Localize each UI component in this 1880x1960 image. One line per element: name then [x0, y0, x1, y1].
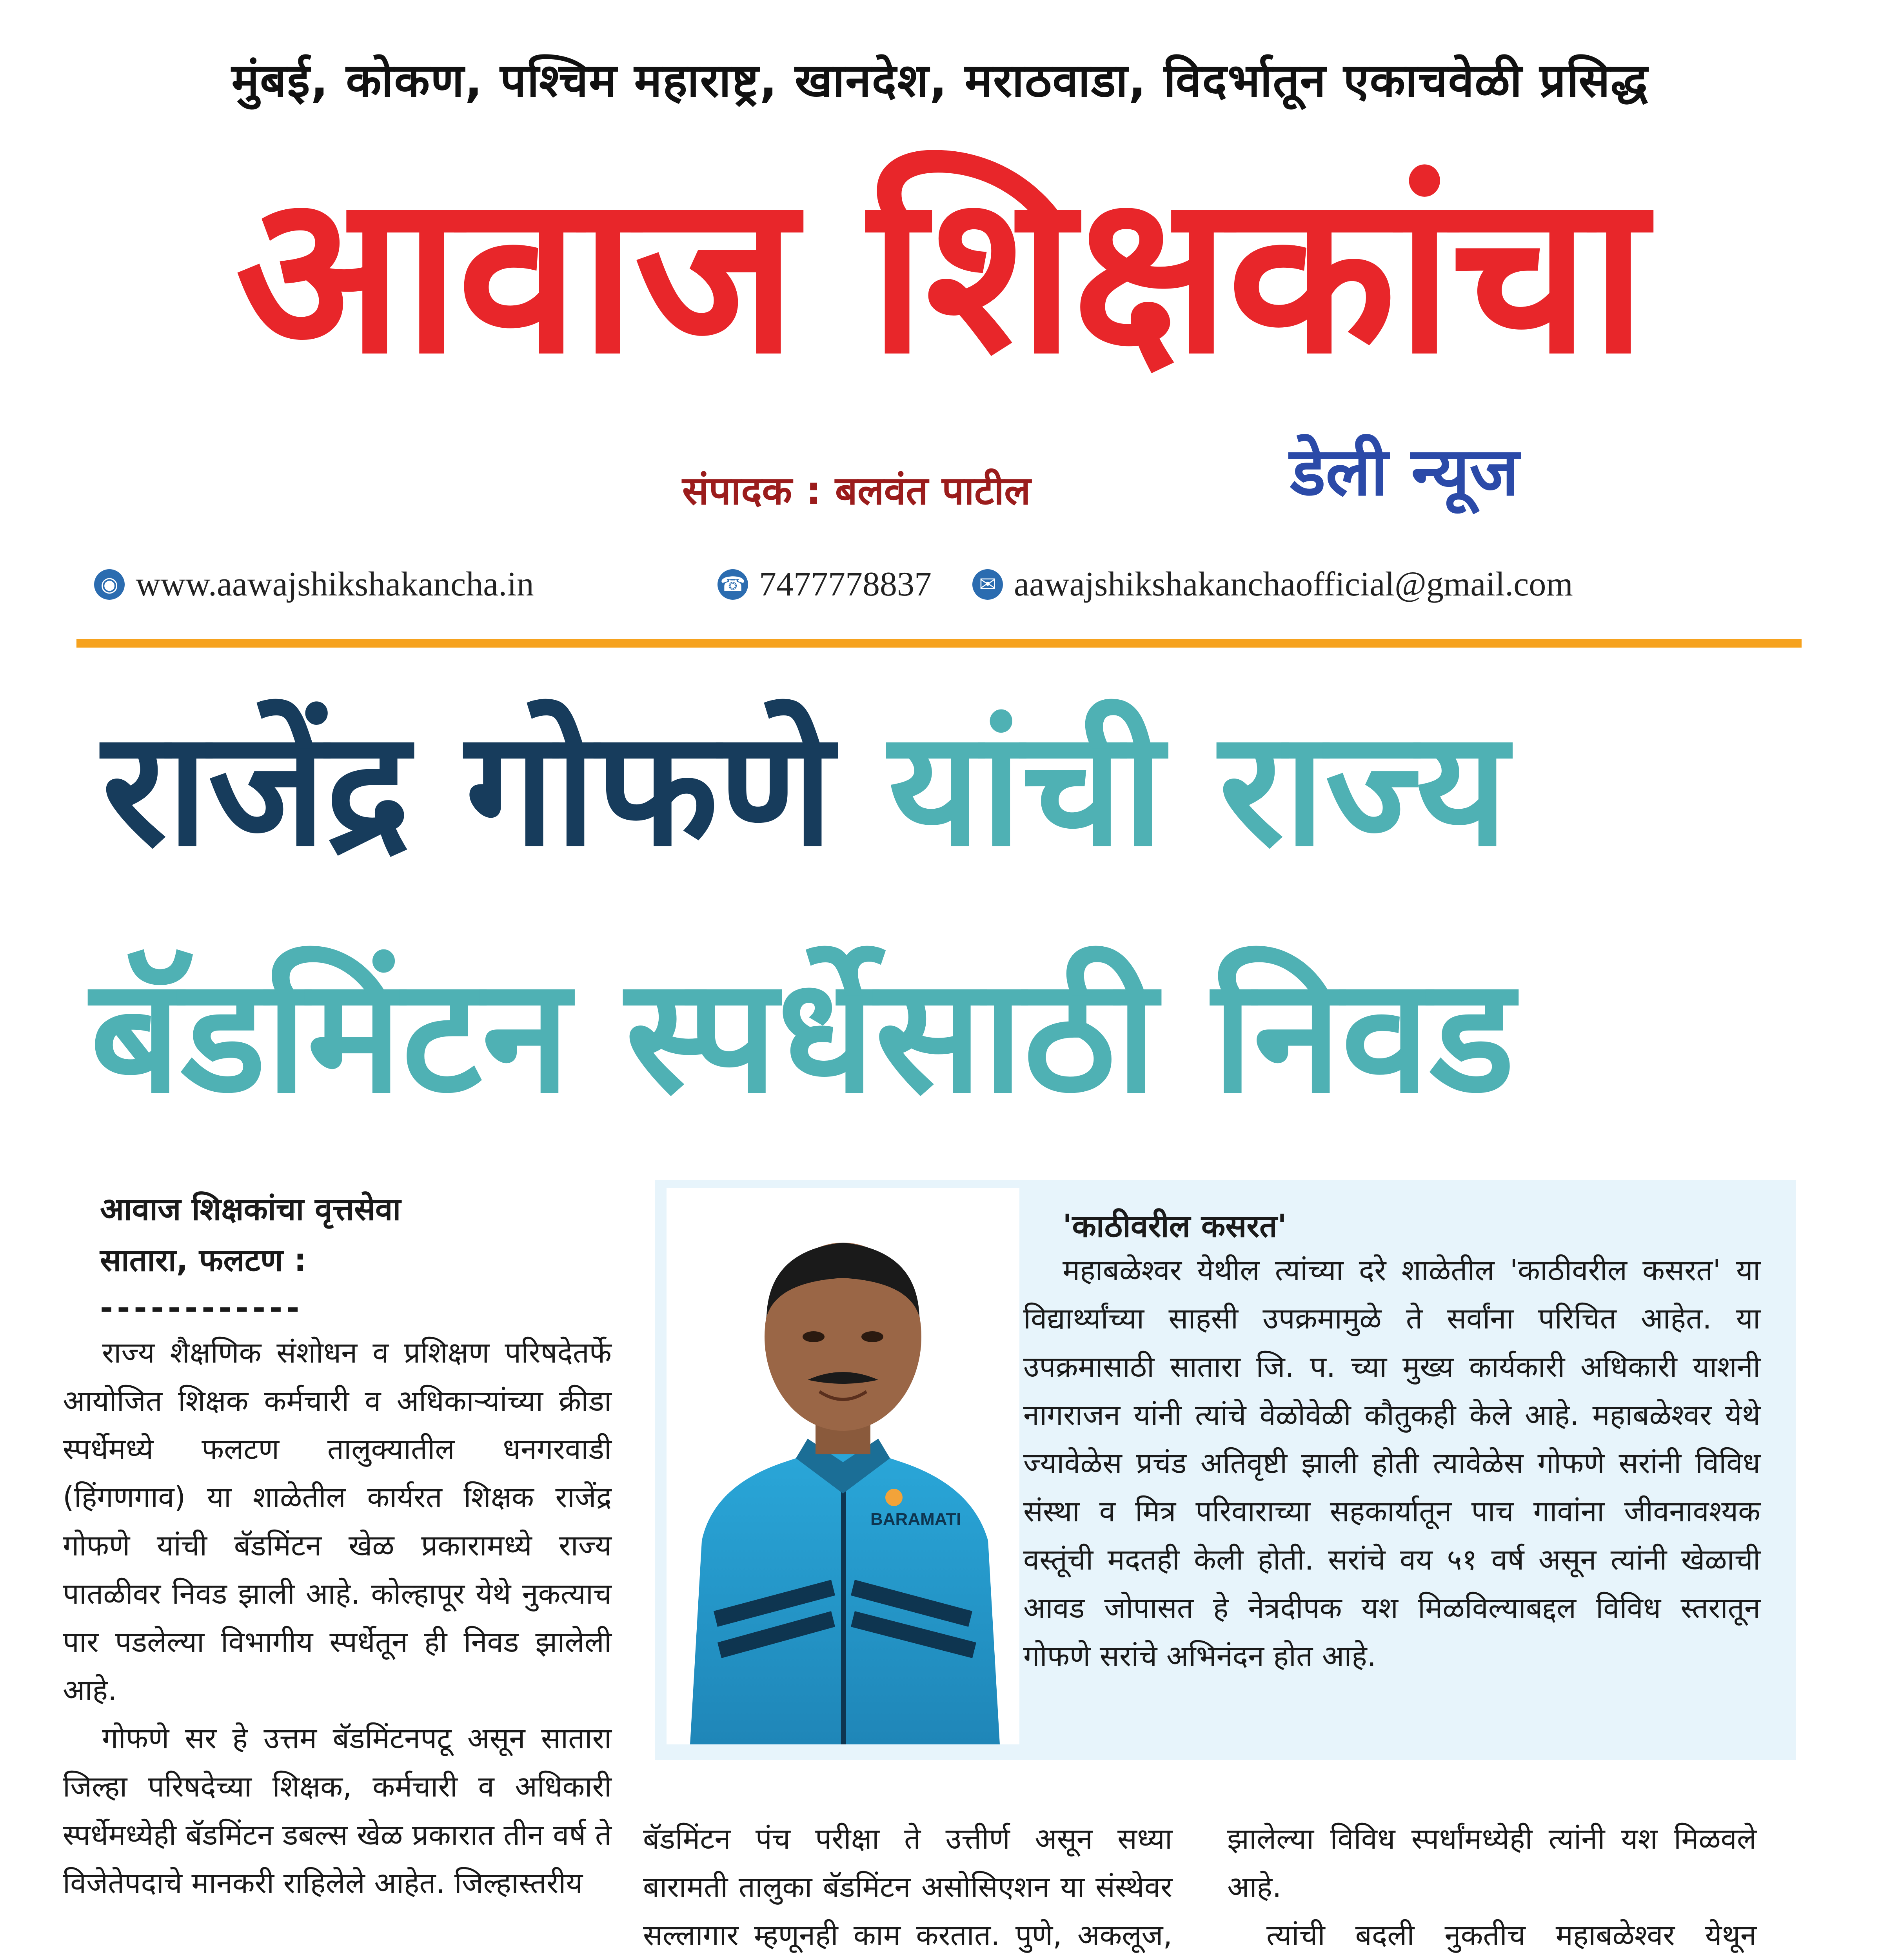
header-divider	[76, 639, 1802, 648]
daily-news-label: डेली न्यूज	[1290, 433, 1519, 511]
website-contact	[94, 564, 534, 604]
sidebar-heading: 'काठीवरील कसरत'	[1063, 1208, 1287, 1244]
dateline-place: सातारा, फलटण :	[100, 1242, 307, 1278]
sidebar-text-block	[1023, 1247, 1760, 1681]
article-paragraph: बॅडमिंटन पंच परीक्षा ते उत्तीर्ण असून सध्या बारामती तालुका बॅडमिंटन असोसिएशन या संस्थेवर सल्लागार म्हणूनही काम करतात. पुणे, अकलूज,	[643, 1822, 1172, 1952]
news-service: आवाज शिक्षकांचा वृत्तसेवा	[100, 1191, 401, 1227]
phone-contact	[717, 564, 932, 604]
globe-icon: ◉	[94, 569, 125, 600]
masthead-title: आवाज शिक्षकांचा	[235, 147, 1645, 402]
article-column-3	[1227, 1815, 1756, 1960]
headline-line-2: बॅडमिंटन स्पर्धेसाठी निवड	[90, 943, 1515, 1128]
byline	[100, 1184, 401, 1286]
headline-name: राजेंद्र गोफणे	[102, 696, 834, 881]
sidebar-paragraph: महाबळेश्वर येथील त्यांच्या दरे शाळेतील 'काठीवरील कसरत' या विद्यार्थ्यांच्या साहसी उपक्रमामुळे ते सर्वांना परिचित आहेत. या उपक्रमासाठी सातारा जि. प. च्या मुख्य कार्यकारी अधिकारी याशनी नागराजन यांनी त्यांचे वेळोवेळी कौतुकही केले आहे. महाबळेश्वर येथे ज्यावेळेस प्रचंड अतिवृष्टी झाली होती त्यावेळेस गोफणे सरांनी विविध संस्था व मित्र परिवाराच्या सहकार्यातून पाच गावांना जीवनावश्यक वस्तूंची मदतही केली होती. सरांचे वय ५१ वर्ष असून त्यांनी खेळाची आवड जोपासत हे नेत्रदीपक यश मिळविल्याबद्दल विविध स्तरातून गोफणे सरांचे अभिनंदन होत आहे.	[1023, 1254, 1760, 1673]
article-column-2	[643, 1815, 1172, 1960]
portrait-photo	[667, 1188, 1019, 1744]
article-paragraph: राज्य शैक्षणिक संशोधन व प्रशिक्षण परिषदेतर्फे आयोजित शिक्षक कर्मचारी व अधिकाऱ्यांच्या क्रीडा स्पर्धेमध्ये फलटण तालुक्यातील धनगरवाडी (हिंगणगाव) या शाळेतील कार्यरत शिक्षक राजेंद्र गोफणे यांची बॅडमिंटन खेळ प्रकारामध्ये राज्य पातळीवर निवड झाली आहे. कोल्हापूर येथे नुकत्याच पार पडलेल्या विभागीय स्पर्धेतून ही निवड झालेली आहे.	[63, 1336, 612, 1707]
article-paragraph: झालेल्या विविध स्पर्धांमध्येही त्यांनी यश मिळवले आहे.	[1227, 1822, 1756, 1904]
editor-credit: संपादक : बलवंत पाटील	[682, 468, 1031, 514]
headline-teal-part: यांची राज्य	[888, 696, 1508, 881]
article-column-1	[63, 1329, 612, 1907]
tagline: मुंबई, कोकण, पश्चिम महाराष्ट्र, खानदेश, मराठवाडा, विदर्भातून एकाचवेळी प्रसिद्ध	[231, 53, 1649, 107]
jacket-logo-text: BARAMATI	[870, 1510, 961, 1529]
email-text[interactable]: aawajshikshakanchaofficial@gmail.com	[1014, 565, 1573, 603]
phone-text[interactable]: 7477778837	[759, 565, 932, 603]
mail-icon: ✉	[972, 569, 1003, 600]
email-contact	[972, 564, 1573, 604]
article-paragraph: त्यांची बदली नुकतीच महाबळेश्वर येथून	[1266, 1918, 1756, 1952]
byline-dashes: ------------	[100, 1290, 303, 1326]
headline-line-1	[102, 696, 1508, 881]
website-text[interactable]: www.aawajshikshakancha.in	[136, 565, 534, 603]
article-paragraph: गोफणे सर हे उत्तम बॅडमिंटनपटू असून सातारा जिल्हा परिषदेच्या शिक्षक, कर्मचारी व अधिकारी स्पर्धेमध्येही बॅडमिंटन डबल्स खेळ प्रकारात तीन वर्ष ते विजेतेपदाचे मानकरी राहिलेले आहेत. जिल्हास्तरीय	[63, 1722, 612, 1900]
phone-icon: ☎	[717, 569, 748, 600]
